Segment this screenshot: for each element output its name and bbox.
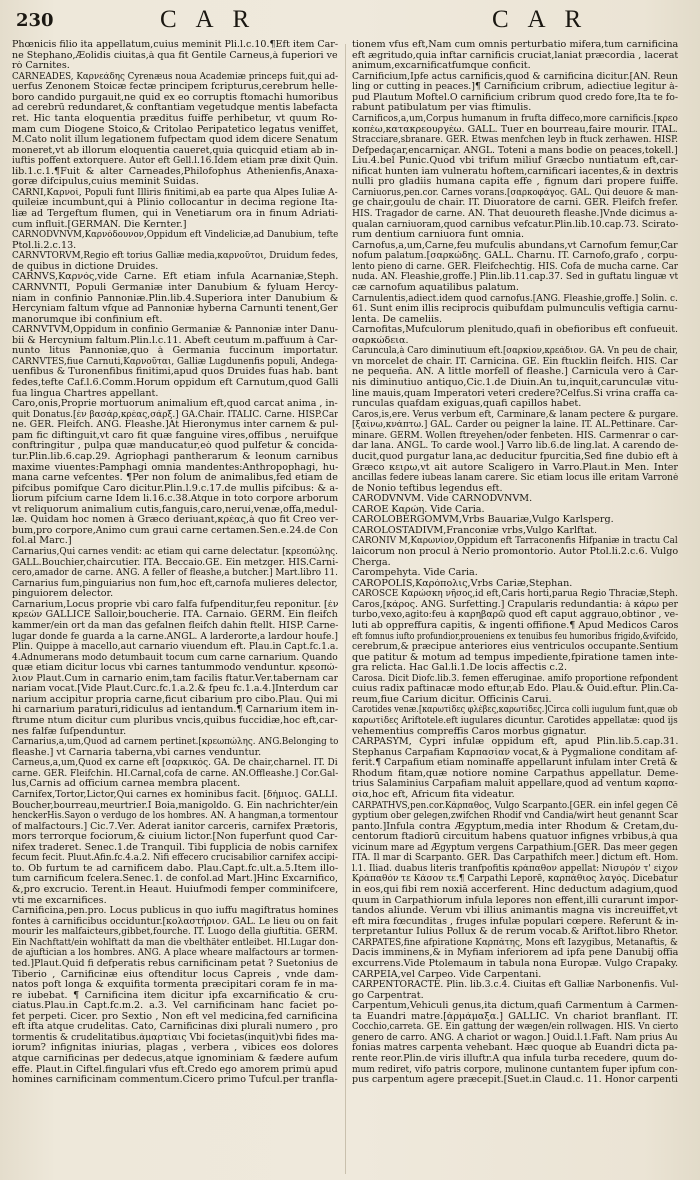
text-line: 4.Adnumerans modo detumbauit tocum cum carne carnarium. Quando [12, 652, 338, 663]
text-line: tormentis & crudelitatibus.ἁμαρτίαις Vbi focietas(inquit)vbi fides ma- [12, 1032, 338, 1043]
text-line: Ptol.li.2.c.13. [12, 240, 77, 251]
text-line: reum,fiue Carium dicitur. Officinis Carui. [352, 694, 552, 705]
text-line: in eos,qui fibi rem noxiā accerferent. Hinc deductum adagium,quod [352, 885, 678, 895]
text-line: bii & Hercynium faltum.Plin.l.c.11. Abeft ceutum m.paffuum à Car- [12, 335, 338, 346]
text-line: pud Plautum Moftel.O carnificium cribrum quod credo fore,Ita te fo- [352, 92, 678, 103]
text-line: ling or cutting in peaces.]¶ Carnificium cribrum, adiectiue legitur à- [352, 82, 678, 93]
text-line: bum,pro corpore,Animo cum graui carne certamen.Sen.e.24.de Con [12, 525, 338, 536]
text-line: Caros,is,ere. Verus verbum eft, Carminare,& lanam pectere & purgare. [352, 409, 678, 420]
text-line: CARPASYM, Cypri infulæ oppidum eft, apud Plin.lib.5.cap.31. [352, 737, 678, 748]
text-line: nis diminutiuo antiquo,Cic.1.de Diuin.An tu,inquit,carunculæ vitu- [352, 378, 678, 388]
text-line: nariam vocat.[Vide Plaut.Curc.fc.1.a.2.& fpeu fc.1.a.4.]Interdum car [12, 684, 338, 695]
text-line: nofum palatum.[σαρκώδης. GALL. Charnu. IT. Carnofo,grafo , corpu- [352, 251, 678, 262]
text-line: Dacis imminens,& in Myfiam inferiorem ad ipfa pene Danubij offia [352, 948, 678, 959]
text-line: pinguiorem delector. [12, 589, 114, 600]
text-line: Κράπαθόν τε Κάσον τε.¶ Carpathi Leporē, καρπάθιος λαγός. Dicebatur [352, 874, 678, 885]
text-line: ret. Hic tanta eloquentia præditus fuiffe perhibetur, vt quum Ro- [12, 113, 338, 124]
text-line: que patitur & motum ad tempus impediente,fpiratione tamen inte- [352, 652, 678, 663]
text-line: mum rediret, vifo patris corpore, mulinone cuntantem fuper ipfum con- [352, 1064, 678, 1075]
text-line: gra relicta. Hac Gal.li.1.De locis affectis c.2. [352, 663, 568, 674]
text-line: pam fic diftinguit,vt caro fit quæ fanguine vires,offibus , neruifque [12, 430, 338, 441]
running-head-left: C A R [160, 6, 257, 33]
text-line: Carosa. Dicit Diofc.lib.3. femen efferuginae. amifo proportione refpondent [352, 673, 678, 684]
text-line: pifcibus pomifque Caro dicitur.Plin.l.9.c.17.de mullis pifcibus: & a- [12, 483, 338, 494]
text-line: lento pieno di carne. GER. Fleifchechtig. HIS. Cofa de mucha carne. Car [352, 261, 678, 272]
text-line: Stephanus Carpafiam Καρπασίαν vocat,& à Pygmalione conditam af- [352, 747, 678, 758]
column-divider [345, 44, 346, 1174]
text-line: eft ægritudo,quia inftar carnificis cruciat,laniat præcordia , lacerat [352, 50, 678, 61]
text-line: Caros,[κάρος. ANG. Surfetting.] Crapularis redundantia: à κάρω per [352, 599, 678, 610]
text-line: ciatus.Plau.in Capt.fc.m.2. a.3. Vel carnificinam hanc faciet po- [12, 1001, 338, 1012]
page-number: 230 [16, 10, 54, 31]
text-line: CAROSCE Καρώσκη νῆσος,id eft,Caris horti,parua Regio Thraciæ,Steph. [352, 589, 678, 600]
text-line: iuftis poffent extorquere. Autor eft Gell.l.16.Idem etiam præ dixit Quin. [12, 156, 338, 167]
text-line: CARPEIA,vel Carpeo. Vide Carpentani. [352, 969, 542, 980]
text-line: carne. GER. Fleifchin. HI.Carnal,cofa de carne. AN.Offleashe.] Cor.Gal- [12, 768, 338, 779]
text-line: ta Euandri matre.[ἁρμάμαξα.] GALLIC. Vn chariot branflant. IT. [352, 1011, 678, 1022]
text-line: nunto litus Pannoniæ,quo à Germania fuccinum importatur. [12, 346, 338, 357]
text-line: re iubebat. ¶ Carnificina item dicitur ipfa excarnificatio & cru- [12, 990, 338, 1001]
text-line: σία,hoc eft, Africum fita videatur. [352, 789, 515, 800]
text-line: de Nonio teftibus legendus eft. [352, 483, 503, 494]
text-line: tionem vfus eft,Nam cum omnis perturbatio mifera,tum carnificina [352, 40, 678, 50]
text-line: quileiæ incumbunt,qui à Plinio collocantur in decima regione Ita- [12, 198, 338, 209]
text-line: goræ difcipulus,cuius meminit Suidas. [12, 177, 199, 188]
text-line: nuda. AN. Fleashie,groffe.] Plin.lib.11.cap.37. Sed in guftatu linguæ vt [352, 272, 678, 283]
text-line: rò Carnites. [12, 61, 70, 72]
text-line: qualan carniuoram,quod carnibus vefcatur.Plin.lib.10.cap.73. Scirato- [352, 219, 678, 230]
text-line: of malfactours.] Cic.7.Ver. Aderat ianitor carceris, carnifex Prætoris, [12, 821, 338, 832]
text-line: lenta. De cameliis. [352, 314, 443, 325]
text-line: vicinum mare ad Ægyptum vergens Carpathium.[GER. Das meer gegen [352, 842, 678, 853]
text-line: liæ ad Tergeftum flumen, qui in Venetiarum ora in finum Adriati- [12, 209, 338, 219]
left-column [12, 40, 338, 1174]
text-line: quæ etiam dicitur locus vbi carnes tantummodo venduntur. κρεοπώ- [12, 663, 338, 674]
text-line: vt reliquorum animalium cutis,fanguis,caro,neruí,venæ,offa,medul- [12, 504, 338, 515]
text-line: Carnofitas,Mufculorum plenitudo,quafi in obefioribus eft confueuit. [352, 325, 678, 336]
text-line: cum influit.[GERMAN. Die Kernter.] [12, 219, 187, 230]
text-line: Hercyniam faltum vfque ad Pannoniæ hyberna Carnunti tenent,Ger [12, 304, 338, 315]
text-line: eft ifta atque crudelitas. Cato, Carnificinas dixi plurali numero , pro [12, 1022, 338, 1033]
text-line: runculas quafdam exiguas,quafi capillos habet. [352, 399, 582, 410]
text-line: uerfus Zenonem Stoicæ fectæ principem fcripturus,cerebrum helle- [12, 82, 338, 93]
text-line: Carotides venæ.[καρωτίδες φλέβες,καρωτίδες.]Circa colli iugulum funt,quæ ob [352, 705, 678, 716]
text-line: 61. Sunt enim illis reciprocis quibufdam pulmunculis veftigia carnu- [352, 304, 678, 315]
text-line: ferit.¶ Carpafium etiam nominaffe appellarunt infulam inter Cretā & [352, 758, 678, 769]
text-line: Plin. Quippe à macello,aut carnario viuendum eft. Plau.in Capt.fc.1.a. [12, 642, 338, 653]
text-line: laicorum non procul à Nerio promontorio. Autor Ptol.li.2.c.6. Vulgo [352, 547, 678, 557]
text-line: quit Donatus.[ἐν βασάρ,κρέας,σάρξ.] GA.Chair. ITALIC. Carne. HISP.Car [12, 409, 338, 420]
text-line: homines carnificinam commentum.Cicero primo Tufcul.per tranfla- [12, 1075, 338, 1086]
text-line: atque carnificinas per dedecus,atque ignominiam & fædere aufum [12, 1054, 338, 1064]
text-line: &,pro excrucio. Terent.in Heaut. Huiufmodi femper comminifcere, [12, 885, 338, 895]
text-line: mourir les malfaicteurs,gibbet,fourche. IT. Luogo della giuftitia. GERM. [12, 927, 338, 938]
text-line: Cocchio,carreta. GE. Ein gattung der wægen/ein rollwagen. HIS. Vn cierto [352, 1022, 678, 1033]
text-line: eft fomnus iufto profundior,proueniens ex tenuibus feu humoribus frigido,&vifcido, [352, 631, 678, 642]
text-line: Carnarius fum,pinguiarius non fum,hoc eft,carnofa mulieres delector, [12, 578, 338, 589]
text-line: fecum fecit. Pluut.Afin.fc.4.a.2. Nifi effecero crucisabilior carnifex accipi- [12, 853, 338, 864]
text-line: καρωτίδες Ariftotele.eft iugulares dicuntur. Carotides appellatæ: quod ijs [352, 716, 678, 726]
text-line: panto.]Infula contra Ægyptum,media inter Rhodum & Cretam,du- [352, 821, 678, 832]
text-line: tum carnificum fcelera.Senec.1. de confol.ad Mart.]Hinc Excarnifico, [12, 874, 338, 885]
text-line: Caruncula,à Caro diminutiuum eft.[σαρκίον,κρεάδιον. GA. Vn peu de chair, [352, 346, 678, 357]
text-line: cuius radix paftinacæ modo eftur,ab Edo. Plau.& Ouid.eftur. Plin.Ca- [352, 684, 678, 695]
text-line: fet perpeti. Cicer. pro Sextio , Non eft vel medicina,fed carnificina [12, 1011, 338, 1022]
text-line: mam cum Diogene Stoico,& Critolao Peripatetico legatus veniffet, [12, 124, 338, 135]
text-line: uenfibus & Turonenfibus finitimi,apud quos Druides fuas hab. bant [12, 367, 338, 378]
text-line: CAROE Καρώη. Vide Caria. [352, 504, 485, 515]
text-line: nes falfæ ſuſpenduntur. [12, 726, 127, 737]
text-line: HIS. Tragador de carne. AN. That deuoureth fleashe.]Vnde dicimus a- [352, 209, 678, 219]
text-line: maxime viuentes:Pamphagi omnia mandentes:Anthropophagi, hu- [12, 462, 338, 473]
text-line: nificat hunten iam vulneratu hoftem,carnificari iacentes,& in dextris [352, 166, 678, 177]
text-line: excurrens.Vide Ptolemaum in tabula nona Europæ. Vulgo Crapaky. [352, 958, 678, 969]
text-line: Græco κειρω,vt ait autore Scaligero in Varro.Plaut.in Men. Inter [352, 462, 678, 473]
text-line: genero de carro. ANG. A chariot or wagon.] Ouid.l.1.Faft. Nam prius Au [352, 1032, 678, 1043]
text-line: CAROPOLIS,Καρόπολις,Vrbs Cariæ,Stephan. [352, 578, 573, 589]
text-line: ne Stephano,Æolidis ciuitas,à qua fit Gentile Carneus,à fuperiori ve [12, 50, 338, 61]
text-line: vti me excarnifices. [12, 895, 107, 906]
text-line: tur.Plin.lib.6.cap.29. Agriophagi pantherarum & leonum carnibus [12, 451, 338, 462]
text-line: tandos aliunde. Verum vbi illius animantis magna vis increuiffet,vt [352, 906, 678, 917]
text-line: luti ab oppreffura capitis, & ingenti offifione.¶ Apud Medicos Caros [352, 620, 678, 631]
text-line: effe. Plaut.in Ciftel.fingulari vfus eft.Credo ego amorem primù apud [12, 1064, 338, 1075]
text-line: Carnificina,pen.pro. Locus publicus in quo iuffu magiftratus homines [12, 906, 338, 917]
text-line: animum,excarnificatfumque conficit. [352, 61, 531, 72]
text-line: Stracciare,sbranare. GER. Etwas menfchen leyb in ftuck zerhawen. HISP. [352, 135, 678, 146]
text-line: σαρκώδεια. [352, 335, 409, 346]
text-line: l.1. Iliad. duabus literis tranfpofitis κράπαθον appellat: Νίσυρόν τ' εἶχον [352, 863, 678, 874]
text-line: conftringitur , pulpa quæ manducatur,eò quod pulfetur & concida- [12, 441, 338, 452]
text-line: Carnarium,Locus proprie vbi caro falfa fufpenditur,feu reponitur. [ἐν [12, 599, 338, 610]
text-line: trius Salaminius Carpafiam maluit appellare,quod ad ventum καρπα- [352, 779, 678, 790]
text-line: Carnificium,Ipfe actus carnificis,quod & carnificina dicitur.[AN. Reun [352, 71, 678, 82]
text-line: turbo,vexo,agito:feu à καρηβαρῶ quod eft caput aggrauo,obtinor , ve- [352, 610, 678, 621]
text-line: cerebrum,& præcipue anteriores eius ventriculos occupante.Sentium [352, 642, 678, 653]
text-line: Carnofus,a,um,Carne,feu mufculis abundans,vt Carnofum femur,Car [352, 240, 678, 251]
text-line: Carpentum,Vehiculi genus,ita dictum,quafi Carmentum à Carmen- [352, 1001, 678, 1012]
text-line: ftrume ntum dicitur cum pluribus vncis,quibus fuccidiæ,hoc eft,car- [12, 716, 338, 726]
text-line: M.Cato nolit illum legationem fufpectam quod idem dicere Senatum [12, 135, 338, 146]
text-line: terpretantur Iulius Pollux & de rerum vocab.& Ariftot.libro Rhetor. [352, 927, 678, 938]
page-header [0, 6, 700, 40]
text-line: de ajuftician a los hombres. ANG. A place wheare malfactours ar tormen- [12, 948, 338, 959]
text-line: ge chair,goulu de chair. IT. Diuoratore de carni. GER. Fleifch frefer. [352, 198, 678, 209]
text-line: ne. GER. Fleifch. ANG. Fleashe.]At Hieronymus inter carnem & pul- [12, 420, 338, 431]
text-line: lus,Carnis ad officium carnea membra placent. [12, 779, 241, 790]
text-line: ted.]Plaut.Quid fi defperatis rebus carnificinam petat ? Suetonius de [12, 958, 338, 969]
text-line: centorum ftadiorū circuitum habens quatuor infignes vrbibus,à qua [352, 832, 678, 843]
text-line: Carniuorus,pen.cor. Carnes vorans.[σαρκοφάγος. GAL. Qui deuore & man- [352, 187, 678, 198]
right-column [352, 40, 678, 1174]
text-line: de quibus in dictione Druides. [12, 261, 159, 272]
text-line: Caro,onis,Proprie mortuorum animalium eft,quod carcat anima , in- [12, 399, 338, 410]
text-line: liorum pifcium carne Idem li.16.c.38.Atque in toto corpore arborum [12, 494, 338, 505]
text-line: mors terrorque fociorum,& ciuium lictor.[Non fuperfunt quod Car- [12, 832, 338, 843]
text-line: Carnarius,Qui carnes vendit: ac etiam qui carne delectatur. [κρεοπώλης. [12, 547, 338, 557]
running-head-right: C A R [492, 6, 589, 33]
text-line: Phœnicis filio ita appellatum,cuius meminit Pli.l.c.10.¶Eft item Car- [12, 40, 338, 50]
text-line: ITA. Il mar di Scarpanto. GER. Das Carpathifch meer.] dictum eft. Hom. [352, 853, 678, 864]
text-line: quum in Carpathiorum infula lepores non effent,illi curarunt impor- [352, 895, 678, 906]
text-line: henckerHis.Sayon o verdugo de los hombres. AN. A hangman,a tormentour [12, 811, 338, 822]
text-line: kammer/ein ort da man das gefalnen fleifch dahin ftellt. HISP. Carne- [12, 620, 338, 631]
text-line: CARNODVNVM,Καρνόδουνον,Oppidum eft Vindeliciæ,ad Danubium, tefte [12, 230, 338, 241]
text-line: CARPATES,fine afpiratione Καρπάτης, Mons eft Iazygibus, Metanaftis, & [352, 937, 678, 948]
text-line: manorumque ibi confinium eft. [12, 314, 163, 325]
text-line: fonias matres carpenta vehebant. Hæc quoque ab Euandri dicta pa- [352, 1043, 678, 1054]
text-line: Carneus,a,um,Quod ex carne eft [σαρκικός. GA. De chair,charnel. IT. Di [12, 758, 338, 769]
text-line: mana carne vefcentes. ¶Per non folum de animalibus,fed etiam de [12, 473, 338, 484]
text-line: fleashe.] vt Carnaria taberna,vbi carnes venduntur. [12, 747, 262, 758]
text-line: CARONIV M,Καρωνίον,Oppidum eft Tarraconenfis Hifpaniæ in tractu Cal [352, 536, 678, 547]
text-line: CAROLOBERGOMVM,Vrbs Bauariæ,Vulgo Karlsperg. [352, 515, 614, 526]
text-line: CARNVTORVM,Regio eft torius Galliæ media,καρνοῦτοι, Druidum fedes, [12, 251, 338, 262]
text-line: lib.1.c.1.¶Fuit & alter Carneades,Philofophus Athenienfis,Anaxa- [12, 166, 338, 177]
text-line: Boucher,bourreau,meurtrier.I Boia,manigoldo. G. Ein nachrichter/ein [12, 800, 338, 811]
text-line: rabunt patibulatum per vias ftimulis. [352, 103, 532, 114]
text-line: CAROLOSTADIVM,Franconiæ vrbs,Vulgo Karlftat. [352, 525, 598, 536]
text-line: gyptium ober gelegen,zwifchen Rhodif vnd Candia/wirt heut genannt Scar [352, 811, 678, 822]
text-line: vehementius compreffis Caros morbus gignatur. [352, 726, 587, 737]
text-line: Carnificos,a,um,Corpus humanum in frufta diffeco,more carnificis.[κρεο [352, 113, 678, 124]
text-line: CARNI,Καρνοί, Populi funt Illiris finitimi,ab ea parte qua Alpes Iuliæ A- [12, 187, 338, 198]
text-line: GALL.Bouchier,chaircutier. ITA. Beccaio.GE. Ein metzger. HIS.Carni- [12, 557, 338, 568]
text-line: rente reor.Plin.de viris illuftr.A qua infula turba recedere, quum do- [352, 1054, 678, 1064]
text-line: Tiberio , Carnificinæ eius oftenditur locus Capreis , vnde dam- [12, 969, 338, 980]
text-line: CARODVNVM. Vide CARNODVNVM. [352, 494, 533, 505]
text-line: Defpedaçar,encarniçar. ANGL. Toteni a mans bodie on peaces,tokell.] [352, 145, 678, 156]
text-line: Carnarius,a,um,Quod ad carnem pertinet.[κρεωπώλης. ANG.Belonging to [12, 737, 338, 748]
text-line: CARNVTES,fiue Carnuti,Καρνοῦται, Galliæ Lugdunenfis populi, Andega- [12, 356, 338, 367]
text-line: fol.al Marc.] [12, 536, 72, 547]
text-line: vn morcelet de chair. IT. Carnicina. GE. Ein ftucklin fleifch. HIS. Car [352, 356, 678, 367]
text-line: læ. Quidam hoc nomen à Græco deriuant,κρέας,à quo fit Creo ver- [12, 515, 338, 526]
text-line: cæ carnofum aquatilibus palatum. [352, 282, 519, 293]
text-line: dar lana. ANGL. To carde wool.] Varro lib.6.de ling.lat. A carendo de- [352, 441, 678, 452]
text-line: pus carpentum agere præcepit.[Suet.in Claud.c. 11. Honor carpenti [352, 1075, 678, 1086]
text-line: natos poft longa & exquifita tormenta præcipitari coram fe in ma- [12, 980, 338, 991]
text-line: CARNVNTI, Populi Germaniæ inter Danubium & fyluam Hercy- [12, 282, 338, 293]
text-line: Ein Nachftatt/ein wohlftatt da man die vbelthäter entleibet. HI.Lugar don- [12, 937, 338, 948]
text-line: moneret,vt ab illorum eloquentia caueret,quia quicquid etiam ab in- [12, 145, 338, 156]
text-line: ad cerebrū redundaret,& conftantiam vegetudque mentis labefacta [12, 103, 338, 114]
text-line: Carnifex,Tortor,Lictor,Qui carnes ex hominibus facit. [δήμιος. GALLI. [12, 789, 338, 800]
text-line: rum dentium carniuora funt omnia. [352, 230, 525, 241]
text-line: Liu.4.bel Punic.Quod vbi trifum miliuf Græcbo nuntiatum eft,car- [352, 156, 678, 167]
text-line: boro candido purgauit,ne quid ex eo corruptis ftomachi humoribus [12, 92, 338, 103]
text-line: nifex traderet. Senec.1.de Tranquil. Tibi fupplicia de nobis carnifex [12, 842, 338, 853]
text-line: Carnulentis,adiect.idem quod carnofus.[ANG. Fleashie,groffe.] Solin. c. [352, 293, 678, 304]
text-line: fontes à carnificibus occiduntur.[κολαστήριον. GAL. Le lieu ou on fait [12, 916, 338, 927]
text-line: to. Ob furtum te ad carnificem dabo. Plau.Capt.fc.ult.a.5.Item illo- [12, 863, 338, 874]
text-line: minare. GERM. Wollen ftreyehen/oder fenbeten. HIS. Carmenrar o car- [352, 430, 678, 441]
text-line: cero,amador de carne. ANG. A feller of fleashe,a butcher.] Mart.libro 11. [12, 568, 338, 579]
text-line: niam in confinio Pannoniæ.Plin.lib.4.Superiora inter Danubium & [12, 293, 338, 304]
text-line: lugar donde fe guarda a la carne.ANGL. A larderorte,a lardour houfe.] [12, 631, 338, 642]
text-line: ancillas federe iubeas lanam carere. Sic etiam locus ille eritam Varroné [352, 473, 678, 484]
text-line: nulli pro gladiis humana capita effe , fignum dari propere fuiffe. [352, 177, 678, 188]
text-line: fedes,tefte Caf.l.6.Comm.Horum oppidum eft Carnutum,quod Galli [12, 378, 338, 388]
text-line: go Carpentrat. [352, 990, 424, 1001]
text-line: eft mira fœcunditas , fruges infulæ populari cœpere. Referunt & in- [352, 916, 678, 927]
text-line: ducit,quod purgatur lana,ac deducitur fpurcitia,Sed fine dubio eft à [352, 451, 678, 462]
text-line: Cherga. [352, 557, 391, 568]
text-line: CARNVTVM,Oppidum in confinio Germaniæ & Pannoniæ inter Danu- [12, 325, 338, 336]
text-line: line mauis,quam Imperatori veteri credere?Celfus.Si vrina craffa ca- [352, 388, 678, 399]
text-line: narium accipitur propria carne,ficut cibarium pro cibo.Plau. Qui mi [12, 694, 338, 705]
text-line: CARNEADES, Καρνεάδης Cyrenæus noua Academiæ princeps fuit,qui ad- [12, 71, 338, 82]
text-line: Rhodum fitam,quæ notiore nomine Carpathus appellatur. Deme- [352, 768, 678, 779]
text-line: λιον Plaut.Cum in carnario enim,tam facilis ftatur.Ver.tabernam car [12, 673, 338, 684]
text-line: κρεών GALLICE Salloir,boucherie. ITA. Carnaio. GERM. Ein fleifch [12, 610, 338, 621]
text-line: CARNVS,Καρνός,vide Carne. Eft etiam infula Acarnaniæ,Steph. [12, 272, 338, 283]
text-line: ne pequeña. AN. A little morfell of fleashe.] Carnicula vero à Car- [352, 367, 678, 378]
text-line: Carompehyta. Vide Caria. [352, 568, 478, 579]
text-line: CARPENTORACTE. Plin. lib.3.c.4. Ciuitas eft Galliæ Narbonenfis. Vul- [352, 980, 678, 991]
text-line: CARPATHVS,pen.cor.Κάρπαθος, Vulgo Scarpanto.[GER. ein infel gegen Cē [352, 800, 678, 811]
text-line: fua lingua Chartres appellant. [12, 388, 159, 399]
text-line: iorum? infignitas iniurias, plagas , verbera , vibices eos dolores [12, 1043, 338, 1054]
text-line: κοπέω,κατακρεουργέω. GALL. Tuer en bourreau,faire mourir. ITAL. [352, 124, 678, 135]
text-line: [ξαίνω,κνάπτω.] GAL. Carder ou peigner la laine. IT. AL.Pettinare. Car- [352, 420, 678, 431]
text-line: hi carnarium paraturi,ridiculus ad ientandum.¶ Carnarium item in- [12, 705, 338, 716]
